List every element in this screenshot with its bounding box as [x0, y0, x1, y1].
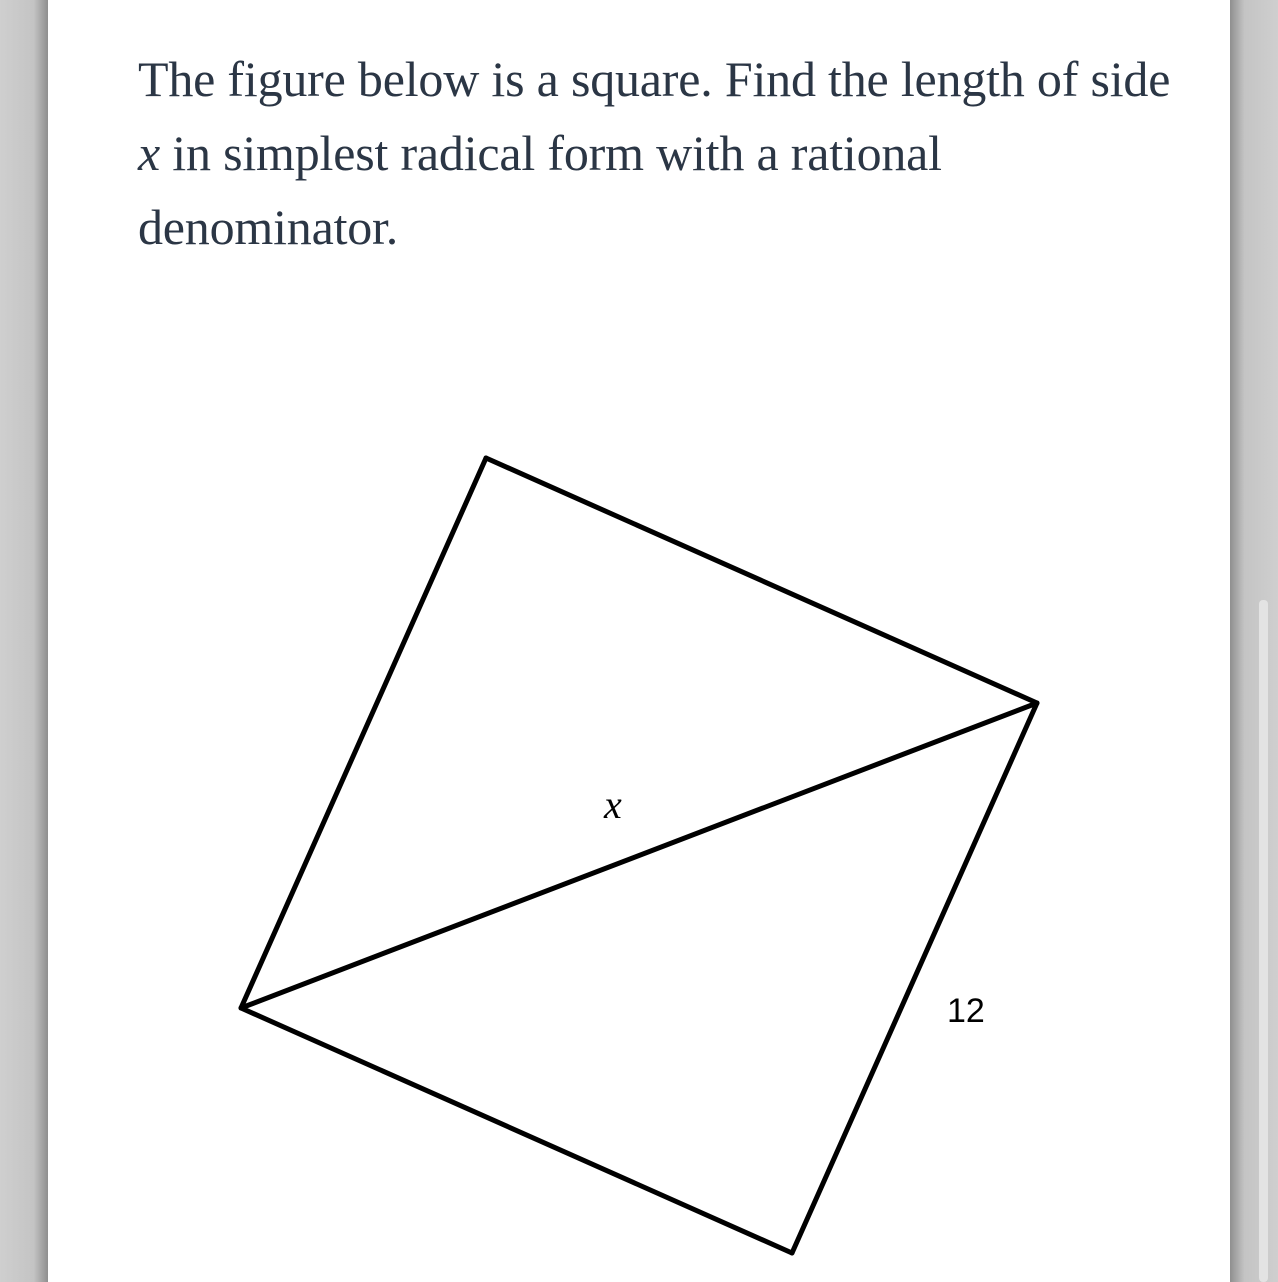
- square-side-left: [241, 458, 486, 1008]
- side-length-label: 12: [947, 992, 985, 1030]
- question-text-after: in simplest radical form with a rational denominator.: [138, 125, 942, 255]
- square-side-bottom: [241, 1008, 792, 1253]
- square-diagonal: [241, 703, 1037, 1008]
- square-side-top-left: [486, 458, 1037, 703]
- question-text-before: The figure below is a square. Find the length of side: [138, 51, 1171, 107]
- square-side-right: [792, 703, 1037, 1253]
- question-variable: x: [138, 125, 160, 181]
- diagonal-label: x: [604, 782, 622, 827]
